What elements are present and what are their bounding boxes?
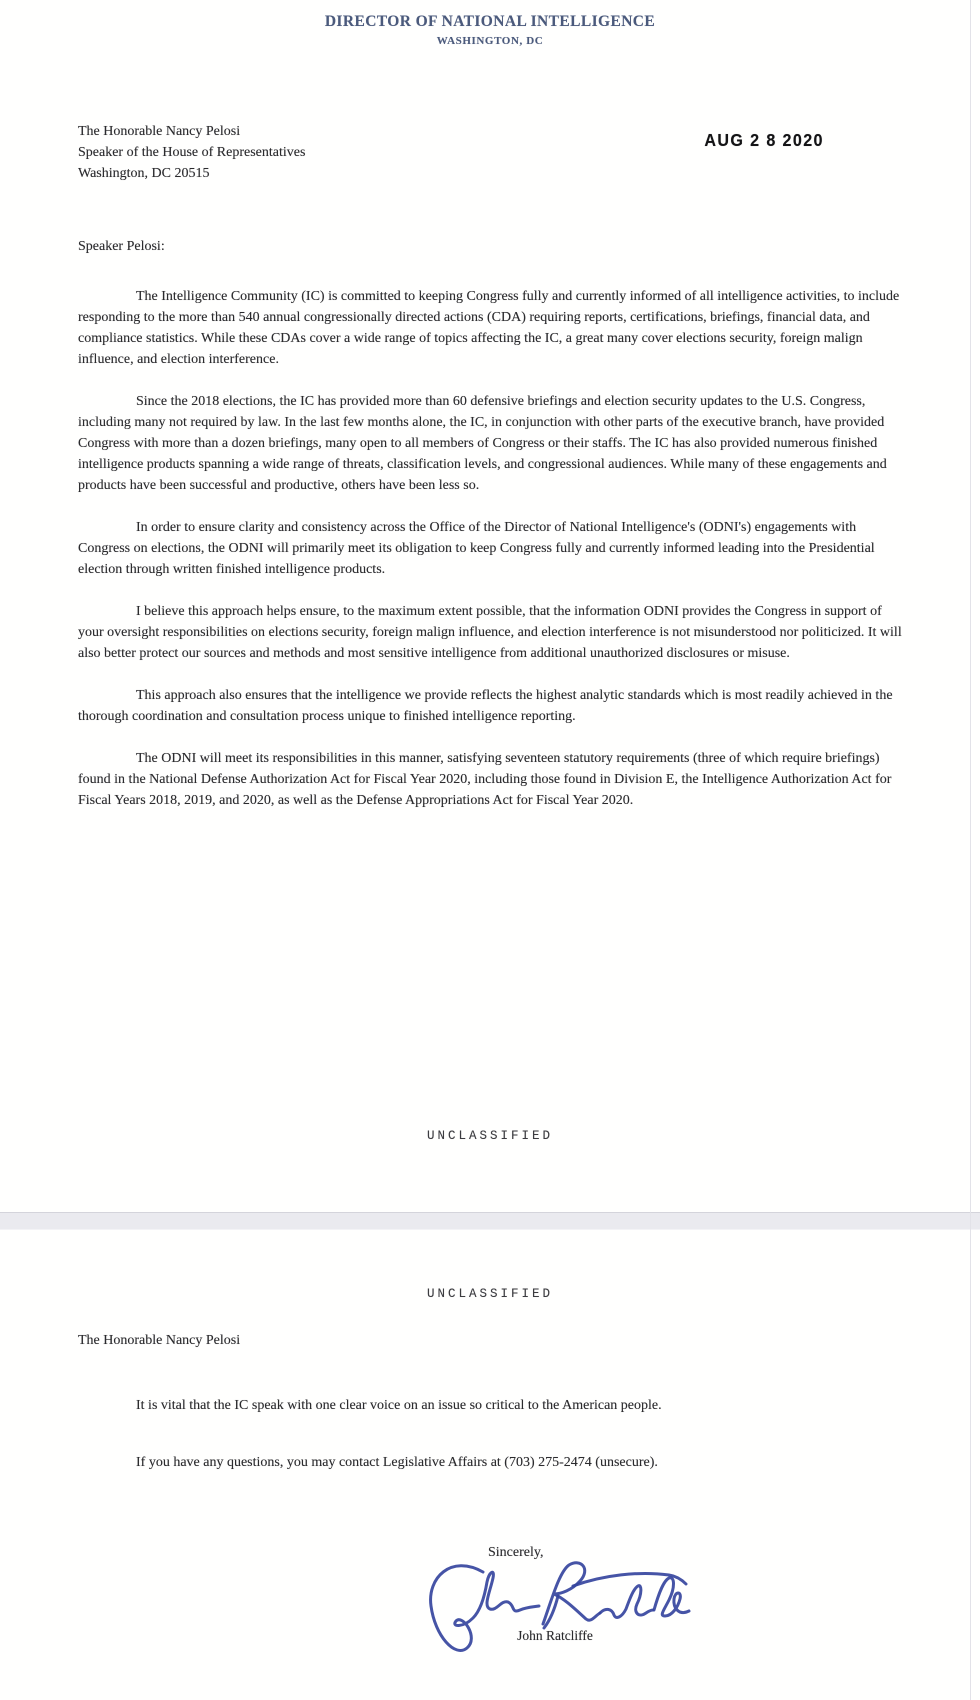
letter-body-continued xyxy=(0,1395,980,1473)
continuation-addressee: The Honorable Nancy Pelosi xyxy=(78,1333,241,1348)
signature-john-ratcliffe xyxy=(423,1556,695,1660)
classification-marking-header: UNCLASSIFIED xyxy=(426,1287,553,1301)
letter-paragraph: If you have any questions, you may contact Legislative Affairs at (703) 275-2474 (unsecure). xyxy=(136,1455,658,1470)
page-separator xyxy=(0,1212,980,1230)
closing: Sincerely, xyxy=(488,1545,544,1560)
recipient-title: Speaker of the House of Representatives xyxy=(78,145,306,160)
letter-paragraph: This approach also ensures that the intelligence we provide reflects the highest analytic standards which is most readily achieved in the thorough coordination and consultation process unique to finished intelligence reporting. xyxy=(78,688,893,724)
classification-marking-footer: UNCLASSIFIED xyxy=(426,1129,553,1143)
date-stamp: AUG 2 8 2020 xyxy=(704,130,824,150)
letter-paragraph: In order to ensure clarity and consistency across the Office of the Director of National Intelligence's (ODNI's) engagements with Congress on elections, the ODNI will primarily meet its obligation to keep Congress fully and currently informed leading into the Presidential election through written finished intelligence products. xyxy=(78,520,875,577)
agency-location: WASHINGTON, DC xyxy=(436,35,544,47)
letter-paragraph: The Intelligence Community (IC) is committed to keeping Congress fully and currently informed of all intelligence activities, to include responding to the more than 540 annual congressionally directed actions (CDA) requiring reports, certifications, briefings, financial data, and compliance statistics. While these CDAs cover a wide range of topics affecting the IC, a great many cover elections security, foreign malign influence, and election interference. xyxy=(78,289,900,367)
recipient-address xyxy=(78,121,305,184)
letter-paragraph: I believe this approach helps ensure, to the maximum extent possible, that the information ODNI provides the Congress in support of your oversight responsibilities on elections security, foreign malign influence, and election interference is not misunderstood nor politicized. It will also better protect our sources and methods and most sensitive intelligence from additional unauthorized disclosures or misuse. xyxy=(78,604,902,661)
letter-paragraph: Since the 2018 elections, the IC has provided more than 60 defensive briefings and election security updates to the U.S. Congress, including many not required by law. In the last few months alone, the IC, in conjunction with other parts of the executive branch, have provided Congress with more than a dozen briefings, many open to all members of Congress or their staffs. The IC has also provided numerous finished intelligence products spanning a wide range of threats, classification levels, and congressional audiences. While many of these engagements and products have been successful and productive, others have been less so. xyxy=(78,394,887,493)
salutation: Speaker Pelosi: xyxy=(78,239,165,254)
recipient-city: Washington, DC 20515 xyxy=(78,166,210,181)
agency-name: DIRECTOR OF NATIONAL INTELLIGENCE xyxy=(324,13,656,30)
letterhead xyxy=(0,0,980,47)
signed-name-typed: John Ratcliffe xyxy=(517,1628,593,1643)
address-row xyxy=(78,121,902,184)
letter-body xyxy=(0,286,980,811)
scan-edge-line xyxy=(970,0,971,1700)
letter-page-2 xyxy=(0,1230,980,1700)
letter-paragraph: The ODNI will meet its responsibilities in this manner, satisfying seventeen statutory requirements (three of which require briefings) found in the National Defense Authorization Act for Fiscal Year 2020, including those found in Division E, the Intelligence Authorization Act for Fiscal Years 2018, 2019, and 2020, as well as the Defense Appropriations Act for Fiscal Year 2020. xyxy=(78,751,892,808)
recipient-name: The Honorable Nancy Pelosi xyxy=(78,124,241,139)
letter-paragraph: It is vital that the IC speak with one clear voice on an issue so critical to the American people. xyxy=(136,1398,662,1413)
